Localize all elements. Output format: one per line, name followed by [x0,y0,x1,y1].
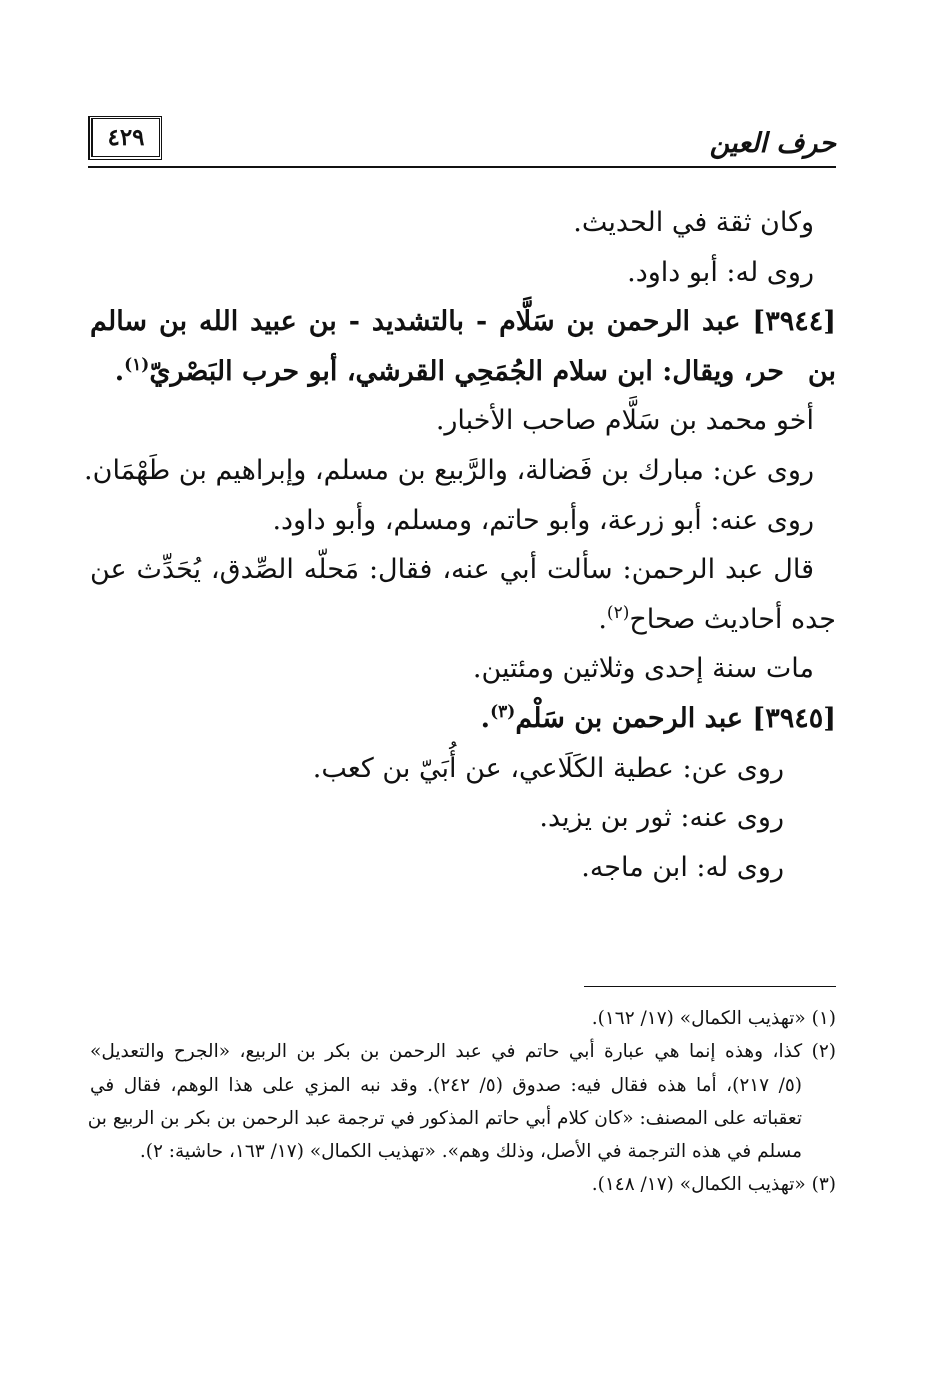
entry-heading-3944: [٣٩٤٤] عبد الرحمن بن سَلَّام - بالتشديد - بن عبيد الله بن سالم بن [90,306,836,387]
page-header [88,112,836,174]
text-line: أخو محمد بن سَلَّام صاحب الأخبار. [435,405,814,437]
text-line: قال عبد الرحمن: سألت أبي عنه، فقال: مَحلّه الصِّدق، يُحَدِّث عن [90,554,814,586]
text-line: مات سنة إحدى وثلاثين ومئتين. [472,653,814,685]
footnotes [87,1002,836,1202]
footnote-divider [584,986,836,987]
footnote-marker[interactable]: (١) [124,354,150,375]
text-line: وكان ثقة في الحديث. [573,207,814,238]
entry-heading-3945: [٣٩٤٥] عبد الرحمن بن سَلْم$^{(٣)}$. [480,701,836,734]
footnote-2-cont: (٥/ ٢١٧)، أما هذه فقال فيه: صدوق (٥/ ٢٤٢). وقد نبه المزي على هذا الوهم، فقال في [90,1074,802,1096]
page-number: ٤٢٩ [88,116,162,160]
footnote-1: (١) «تهذيب الكمال» (١٧/ ١٦٢). [591,1008,836,1029]
footnote-3: (٣) «تهذيب الكمال» (١٧/ ١٤٨). [591,1174,836,1196]
text-line: روى له: أبو داود. [627,256,814,288]
text-line: روى عن: عطية الكَلَاعي، عن أُبَيّ بن كعب. [312,752,784,784]
text-line: روى عن: مبارك بن فَضالة، والرَّبيع بن مسلم، وإبراهيم بن طَهْمَان. [84,454,814,486]
footnote-marker[interactable]: (٢) [606,602,630,623]
entry-heading-3944-cont: حر، ويقال: ابن سلام الجُمَحِي القرشي، أبو حرب البَصْريّ$^{(١)}$. [114,354,784,387]
text-line: روى عنه: أبو زرعة، وأبو حاتم، ومسلم، وأبو داود. [272,504,814,536]
text-line: روى عنه: ثور بن يزيد. [539,802,784,834]
footnote-2-cont: مسلم في هذه الترجمة في الأصل، وذلك وهم». «تهذيب الكمال» (١٧/ ١٦٣، حاشية: ٢). [139,1141,802,1163]
running-title: حرف العين [709,128,836,159]
footnote-2-cont: تعقباته على المصنف: «كان كلام أبي حاتم المذكور في ترجمة عبد الرحمن بن بكر بن الربيع بن [87,1107,802,1129]
main-text [84,198,836,892]
header-divider [88,166,836,168]
footnote-2: (٢) كذا، وهذه إنما هي عبارة أبي حاتم في عبد الرحمن بن بكر بن الربيع، «الجرح والتعديل» [90,1041,836,1063]
text-line: روى له: ابن ماجه. [581,851,784,883]
text-line: جده أحاديث صحاح$^{(٢)}$. [598,602,836,635]
footnote-marker[interactable]: (٣) [490,701,516,722]
